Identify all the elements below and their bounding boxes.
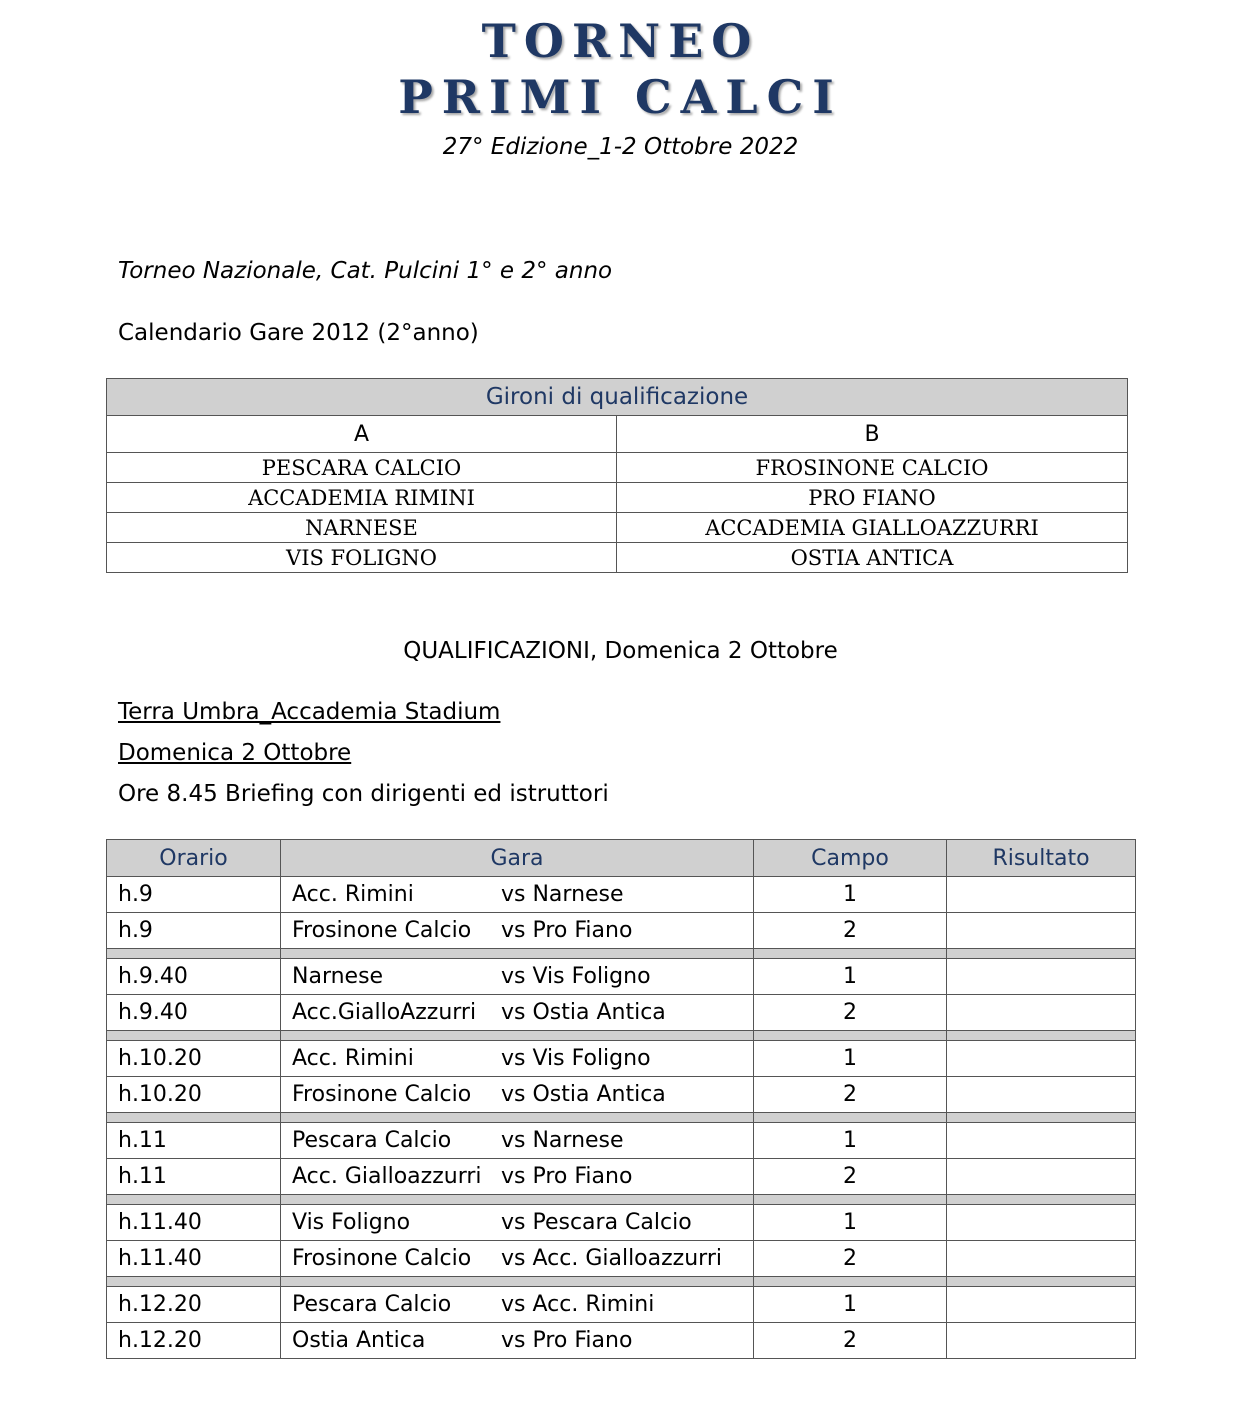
match-result[interactable] [947,1205,1136,1241]
separator-cell [281,1031,754,1041]
separator-cell [947,1031,1136,1041]
separator-cell [107,1113,281,1123]
match-time: h.9 [107,877,281,913]
match-result[interactable] [947,1041,1136,1077]
group-a-team: NARNESE [107,513,617,543]
separator-cell [947,1195,1136,1205]
match-result[interactable] [947,1159,1136,1195]
match-teams [281,995,754,1031]
gironi-row [107,543,1128,573]
match-field: 2 [754,1077,947,1113]
group-b-label: B [617,416,1128,453]
separator-cell [107,1031,281,1041]
home-team: Pescara Calcio [292,1292,452,1317]
col-campo: Campo [754,840,947,877]
match-result[interactable] [947,1241,1136,1277]
away-team: vs Vis Foligno [501,1046,651,1071]
home-team: Narnese [292,964,384,989]
separator-cell [281,949,754,959]
away-team: vs Pro Fiano [501,1328,633,1353]
match-result[interactable] [947,1287,1136,1323]
gironi-row [107,453,1128,483]
col-risultato: Risultato [947,840,1136,877]
away-team: vs Narnese [501,1128,624,1153]
match-row [107,1287,1136,1323]
home-team: Acc. Rimini [292,1046,414,1071]
gironi-table [106,378,1128,573]
match-field: 2 [754,1323,947,1359]
match-field: 2 [754,1159,947,1195]
venue-name: Terra Umbra_Accademia Stadium [118,699,501,725]
tournament-category: Torneo Nazionale, Cat. Pulcini 1° e 2° anno [118,258,613,284]
match-row [107,995,1136,1031]
separator-cell [107,1195,281,1205]
slot-separator [107,1031,1136,1041]
gironi-title: Gironi di qualificazione [107,379,1128,416]
separator-cell [947,949,1136,959]
match-row [107,877,1136,913]
match-result[interactable] [947,913,1136,949]
away-team: vs Acc. Gialloazzurri [501,1246,722,1271]
away-team: vs Ostia Antica [501,1000,666,1025]
slot-separator [107,1195,1136,1205]
match-time: h.11 [107,1159,281,1195]
match-time: h.9.40 [107,995,281,1031]
away-team: vs Vis Foligno [501,964,651,989]
match-time: h.9.40 [107,959,281,995]
group-b-team: PRO FIANO [617,483,1128,513]
home-team: Acc.GialloAzzurri [292,1000,477,1025]
group-a-label: A [107,416,617,453]
match-time: h.12.20 [107,1323,281,1359]
match-teams [281,1077,754,1113]
match-result[interactable] [947,1123,1136,1159]
match-row [107,1041,1136,1077]
match-field: 1 [754,1205,947,1241]
match-field: 1 [754,1123,947,1159]
home-team: Acc. Rimini [292,882,414,907]
match-result[interactable] [947,877,1136,913]
match-row [107,1205,1136,1241]
home-team: Pescara Calcio [292,1128,452,1153]
match-field: 1 [754,959,947,995]
home-team: Frosinone Calcio [292,1082,472,1107]
slot-separator [107,1113,1136,1123]
match-result[interactable] [947,959,1136,995]
group-a-team: VIS FOLIGNO [107,543,617,573]
match-field: 2 [754,995,947,1031]
home-team: Vis Foligno [292,1210,411,1235]
match-teams [281,1159,754,1195]
match-teams [281,1287,754,1323]
match-teams [281,959,754,995]
match-row [107,1241,1136,1277]
group-a-team: ACCADEMIA RIMINI [107,483,617,513]
away-team: vs Pro Fiano [501,1164,633,1189]
group-a-team: PESCARA CALCIO [107,453,617,483]
calendar-heading: Calendario Gare 2012 (2°anno) [118,320,479,346]
col-orario: Orario [107,840,281,877]
matches-body [107,877,1136,1359]
match-row [107,1123,1136,1159]
match-time: h.11.40 [107,1241,281,1277]
separator-cell [107,949,281,959]
away-team: vs Pro Fiano [501,918,633,943]
match-row [107,913,1136,949]
gironi-row [107,513,1128,543]
match-teams [281,1041,754,1077]
match-teams [281,913,754,949]
home-team: Acc. Gialloazzurri [292,1164,482,1189]
title-torneo: TORNEO [481,14,760,68]
separator-cell [281,1195,754,1205]
home-team: Frosinone Calcio [292,1246,472,1271]
matches-table [106,839,1136,1359]
separator-cell [281,1113,754,1123]
match-field: 2 [754,1241,947,1277]
match-result[interactable] [947,1077,1136,1113]
qualificazioni-heading: QUALIFICAZIONI, Domenica 2 Ottobre [403,638,838,664]
slot-separator [107,949,1136,959]
match-teams [281,1205,754,1241]
away-team: vs Pescara Calcio [501,1210,692,1235]
away-team: vs Ostia Antica [501,1082,666,1107]
match-field: 1 [754,1041,947,1077]
match-field: 1 [754,877,947,913]
match-time: h.11 [107,1123,281,1159]
separator-cell [754,1113,947,1123]
edition-subtitle: 27° Edizione_1-2 Ottobre 2022 [442,134,799,160]
match-teams [281,1241,754,1277]
home-team: Ostia Antica [292,1328,426,1353]
gironi-row [107,483,1128,513]
separator-cell [107,1277,281,1287]
separator-cell [754,1195,947,1205]
group-b-team: ACCADEMIA GIALLOAZZURRI [617,513,1128,543]
col-gara: Gara [281,840,754,877]
match-time: h.12.20 [107,1287,281,1323]
match-time: h.11.40 [107,1205,281,1241]
match-row [107,1323,1136,1359]
match-row [107,1077,1136,1113]
match-day: Domenica 2 Ottobre [118,740,352,766]
match-result[interactable] [947,1323,1136,1359]
group-b-team: OSTIA ANTICA [617,543,1128,573]
group-b-team: FROSINONE CALCIO [617,453,1128,483]
match-field: 1 [754,1287,947,1323]
separator-cell [947,1277,1136,1287]
separator-cell [947,1113,1136,1123]
match-time: h.9 [107,913,281,949]
separator-cell [754,1031,947,1041]
slot-separator [107,1277,1136,1287]
match-row [107,1159,1136,1195]
separator-cell [754,1277,947,1287]
match-teams [281,877,754,913]
match-row [107,959,1136,995]
match-result[interactable] [947,995,1136,1031]
separator-cell [281,1277,754,1287]
match-time: h.10.20 [107,1077,281,1113]
away-team: vs Narnese [501,882,624,907]
match-teams [281,1323,754,1359]
home-team: Frosinone Calcio [292,918,472,943]
separator-cell [754,949,947,959]
match-field: 2 [754,913,947,949]
match-teams [281,1123,754,1159]
match-time: h.10.20 [107,1041,281,1077]
briefing-note: Ore 8.45 Briefing con dirigenti ed istruttori [118,781,609,807]
away-team: vs Acc. Rimini [501,1292,655,1317]
title-primi-calci: PRIMI CALCI [398,70,843,124]
